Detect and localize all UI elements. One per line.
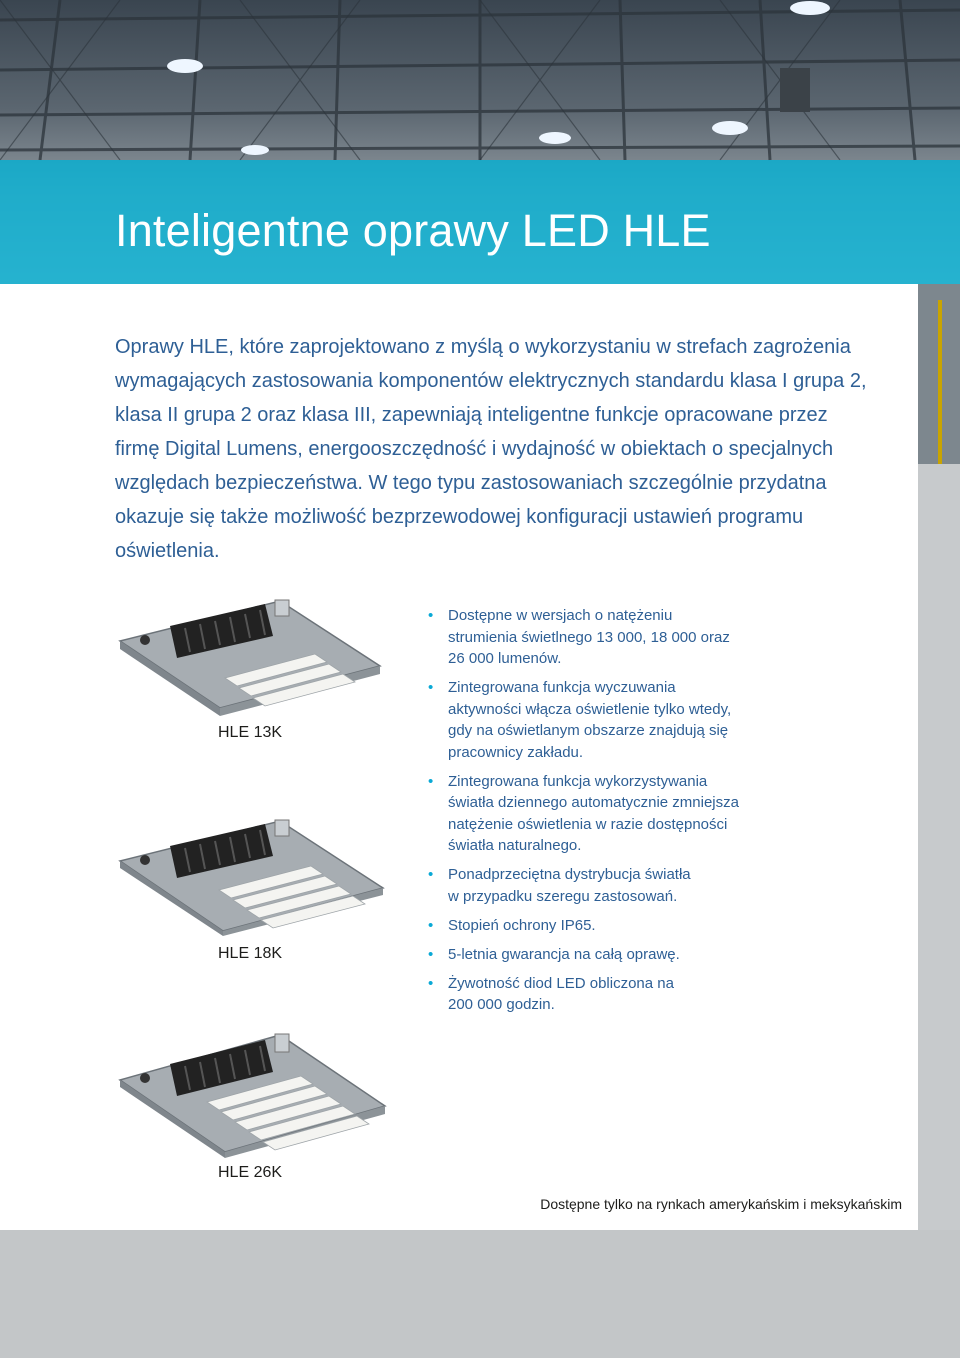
availability-footnote: Dostępne tylko na rynkach amerykańskim i meksykańskim bbox=[540, 1196, 902, 1212]
bullet-icon: • bbox=[428, 945, 434, 963]
intro-paragraph: Oprawy HLE, które zaprojektowano z myślą o wykorzystaniu w strefach zagrożenia wymagających zastosowania komponentów elektrycznych standardu klasa I grupa 2, klasa II grupa 2 oraz klasa III, zapewniają inteligentne funkcje opracowane przez firmę Digital Lumens, energooszczędność i wydajność w obiektach o specjalnych względach bezpieczeństwa. W tego typu zastosowaniach szczególnie przydatna okazuje się także możliwość bezprzewodowej konfiguracji ustawień programu oświetlenia. bbox=[115, 336, 867, 562]
bullet-icon: • bbox=[428, 974, 434, 992]
bullet-icon: • bbox=[428, 679, 434, 696]
feature-item: • Żywotność diod LED obliczona na 200 000 godzin. bbox=[428, 974, 674, 1013]
feature-item: • Zintegrowana funkcja wyczuwania aktywności włącza oświetlenie tylko wtedy, gdy na oświetlanym obszarze znajdują się pracownicy zakładu. bbox=[428, 679, 732, 761]
bullet-icon: • bbox=[428, 607, 434, 624]
feature-item: • Ponadprzeciętna dystrybucja światła w przypadku szeregu zastosowań. bbox=[428, 866, 691, 905]
feature-list bbox=[428, 605, 788, 1023]
bullet-icon: • bbox=[428, 916, 434, 934]
hle-18k-label: HLE 18K bbox=[218, 945, 283, 962]
hle-13k-luminaire-image bbox=[115, 596, 385, 716]
feature-item: • Zintegrowana funkcja wykorzystywania światła dziennego automatycznie zmniejsza natężenie oświetlenia w razie dostępności światła naturalnego. bbox=[428, 772, 739, 854]
bullet-icon: • bbox=[428, 866, 434, 883]
hle-26k-label: HLE 26K bbox=[218, 1164, 283, 1181]
feature-item: • Dostępne w wersjach o natężeniu strumienia świetlnego 13 000, 18 000 oraz 26 000 lumenów. bbox=[428, 607, 730, 667]
hle-18k-luminaire-image bbox=[115, 816, 387, 936]
bullet-icon: • bbox=[428, 772, 434, 790]
feature-item: • 5-letnia gwarancja na całą oprawę. bbox=[428, 944, 788, 966]
feature-item: • Stopień ochrony IP65. bbox=[428, 915, 788, 937]
hle-26k-luminaire-image bbox=[115, 1030, 390, 1158]
page-title: Inteligentne oprawy LED HLE bbox=[115, 205, 711, 256]
hle-13k-label: HLE 13K bbox=[218, 724, 283, 741]
